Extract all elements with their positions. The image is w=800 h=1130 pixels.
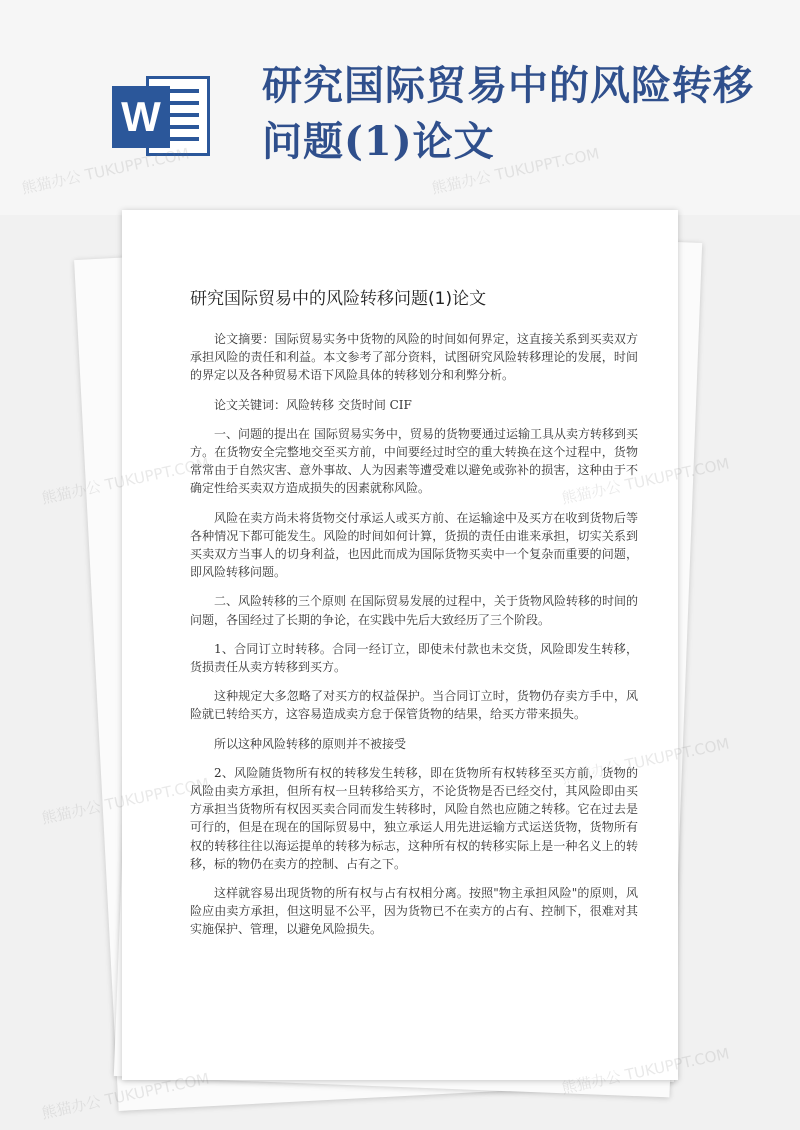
paragraph-abstract: 论文摘要：国际贸易实务中货物的风险的时间如何界定，这直接关系到买卖双方承担风险的责任和利益。本文参考了部分资料，试图研究风险转移理论的发展，时间的界定以及各种贸易术语下风险具体的转移划分和利弊分析。 <box>190 332 638 383</box>
watermark-text: 熊猫办公 <box>40 477 103 508</box>
paragraph: 2、风险随货物所有权的转移发生转移，即在货物所有权转移至买方前，货物的风险由卖方承担，但所有权一旦转移给买方，不论货物是否已经交付，其风险即由买方承担当货物所有权因买卖合同而发生转移时，风险自然也应随之转移。它在过去是可行的，但是在现在的国际贸易中，独立承运人用先进运输方式运送货物，货物所有权的转移往往以海运提单的转移为标志，这种所有权的转移实际上是一种名义上的转移，标的物仍在卖方的控制、占有之下。 <box>190 765 638 871</box>
watermark-text: 熊猫办公 <box>40 1092 103 1123</box>
document-body <box>190 330 638 950</box>
word-document-icon <box>112 72 214 160</box>
paragraph: 风险在卖方尚未将货物交付承运人或买方前、在运输途中及买方在收到货物后等各种情况下都可能发生。风险的时间如何计算，货损的责任由谁来承担，切实关系到买卖双方当事人的切身利益，也因此而成为国际货物买卖中一个复杂而重要的问题，即风险转移问题。 <box>190 510 638 580</box>
paragraph: 1、合同订立时转移。合同一经订立，即使未付款也未交货，风险即发生转移，货损责任从卖方转移到买方。 <box>190 641 638 675</box>
paragraph: 一、问题的提出在 国际贸易实务中，贸易的货物要通过运输工具从卖方转移到买方。在货物安全完整地交至买方前，中间要经过时空的重大转换在这个过程中，货物常常由于自然灾害、意外事故、人为因素等遭受难以避免或弥补的损害，这种由于不确定性给买卖双方造成损失的因素就称风险。 <box>190 426 638 496</box>
header-title: 研究国际贸易中的风险转移问题(1)论文 <box>262 62 754 165</box>
paragraph: 二、风险转移的三个原则 在国际贸易发展的过程中，关于货物风险转移的时间的问题，各国经过了长期的争论，在实践中先后大致经历了三个阶段。 <box>190 594 638 627</box>
watermark-text: 熊猫办公 <box>40 797 103 828</box>
paragraph-keywords: 论文关键词：风险转移 交货时间 CIF <box>214 397 412 412</box>
document-title: 研究国际贸易中的风险转移问题(1)论文 <box>190 289 487 309</box>
paragraph: 这种规定大多忽略了对买方的权益保护。当合同订立时，货物仍存卖方手中，风险就已转给买方，这容易造成卖方怠于保管货物的结果，给买方带来损失。 <box>190 689 638 722</box>
word-logo-badge: W <box>112 86 170 148</box>
paragraph: 这样就容易出现货物的所有权与占有权相分离。按照"物主承担风险"的原则，风险应由卖方承担，但这明显不公平，因为货物已不在卖方的占有、控制下，很难对其实施保护、管理，以避免风险损失。 <box>190 886 638 937</box>
paragraph: 所以这种风险转移的原则并不被接受 <box>214 736 407 751</box>
